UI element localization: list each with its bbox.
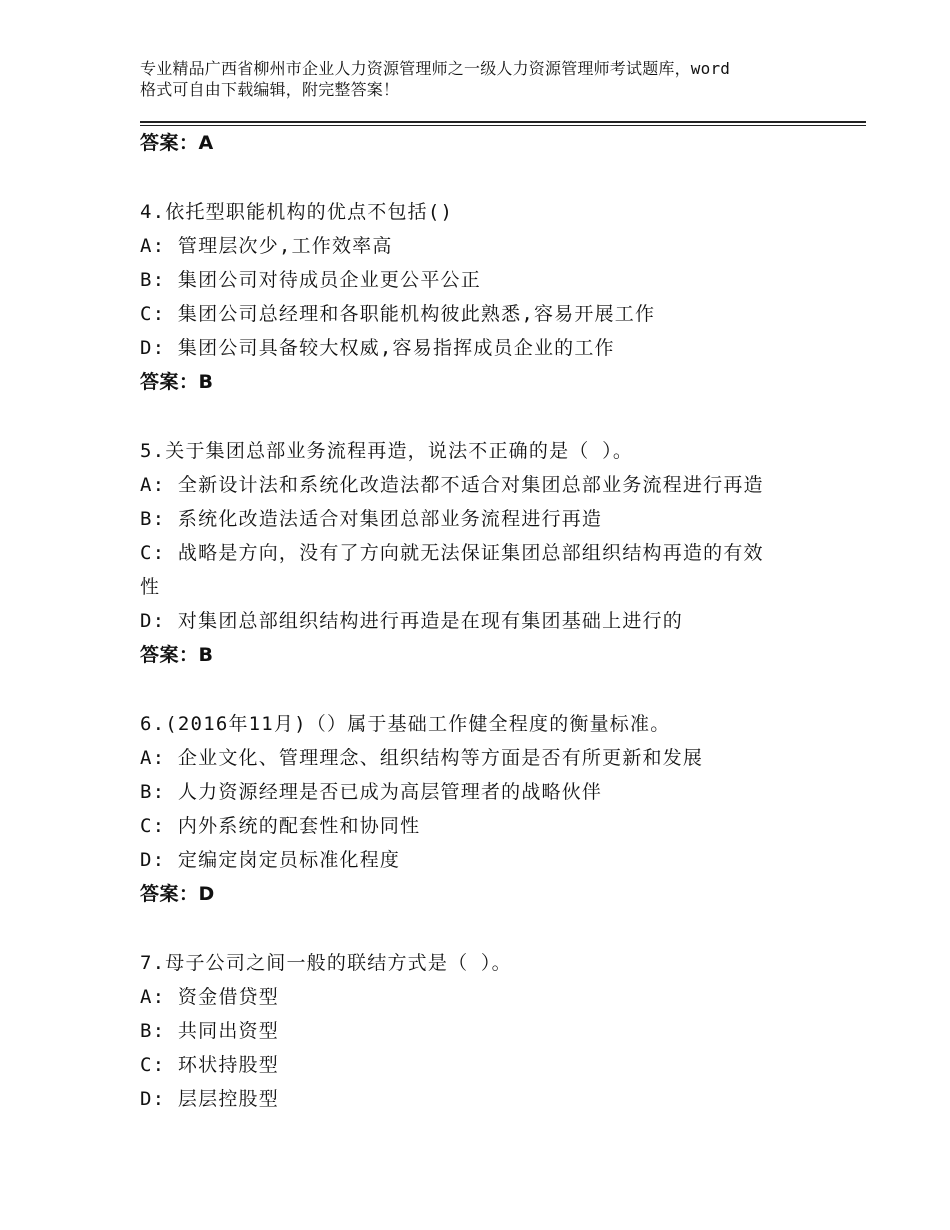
question-7-option-a: A: 资金借贷型 — [140, 986, 279, 1008]
question-7-option-c: C: 环状持股型 — [140, 1054, 279, 1076]
question-6-stem: 6.(2016年11月)（）属于基础工作健全程度的衡量标准。 — [140, 713, 671, 735]
header-rule-thin — [140, 125, 866, 126]
header-rule-thick — [140, 121, 866, 123]
question-5-option-d: D: 对集团总部组织结构进行再造是在现有集团基础上进行的 — [140, 610, 683, 632]
page-header — [140, 58, 840, 100]
question-7-option-b: B: 共同出资型 — [140, 1020, 279, 1042]
question-7-option-d: D: 层层控股型 — [140, 1088, 279, 1110]
header-line-1: 专业精品广西省柳州市企业人力资源管理师之一级人力资源管理师考试题库，word — [140, 59, 731, 78]
question-6-option-d: D: 定编定岗定员标准化程度 — [140, 849, 401, 871]
question-5-stem: 5.关于集团总部业务流程再造，说法不正确的是（ ）。 — [140, 440, 634, 462]
question-5-option-a: A: 全新设计法和系统化改造法都不适合对集团总部业务流程进行再造 — [140, 474, 764, 496]
question-5-option-b: B: 系统化改造法适合对集团总部业务流程进行再造 — [140, 508, 603, 530]
question-5-option-c-continued: 性 — [140, 576, 161, 598]
header-line-2: 格式可自由下载编辑，附完整答案！ — [140, 80, 400, 99]
question-4-option-a: A: 管理层次少,工作效率高 — [140, 235, 393, 257]
question-4-option-b: B: 集团公司对待成员企业更公平公正 — [140, 269, 481, 291]
question-4-stem: 4.依托型职能机构的优点不包括() — [140, 201, 454, 223]
question-4-answer: 答案：B — [140, 371, 214, 393]
question-5-option-c: C: 战略是方向，没有了方向就无法保证集团总部组织结构再造的有效 — [140, 542, 764, 564]
question-6-answer: 答案：D — [140, 883, 215, 905]
question-4-option-c: C: 集团公司总经理和各职能机构彼此熟悉,容易开展工作 — [140, 303, 656, 325]
question-7-stem: 7.母子公司之间一般的联结方式是（ ）。 — [140, 952, 512, 974]
question-6-option-b: B: 人力资源经理是否已成为高层管理者的战略伙伴 — [140, 781, 603, 803]
question-6-option-c: C: 内外系统的配套性和协同性 — [140, 815, 421, 837]
answer-prev: 答案：A — [140, 132, 214, 154]
question-4-option-d: D: 集团公司具备较大权威,容易指挥成员企业的工作 — [140, 337, 615, 359]
question-6-option-a: A: 企业文化、管理理念、组织结构等方面是否有所更新和发展 — [140, 747, 704, 769]
question-5-answer: 答案：B — [140, 644, 214, 666]
